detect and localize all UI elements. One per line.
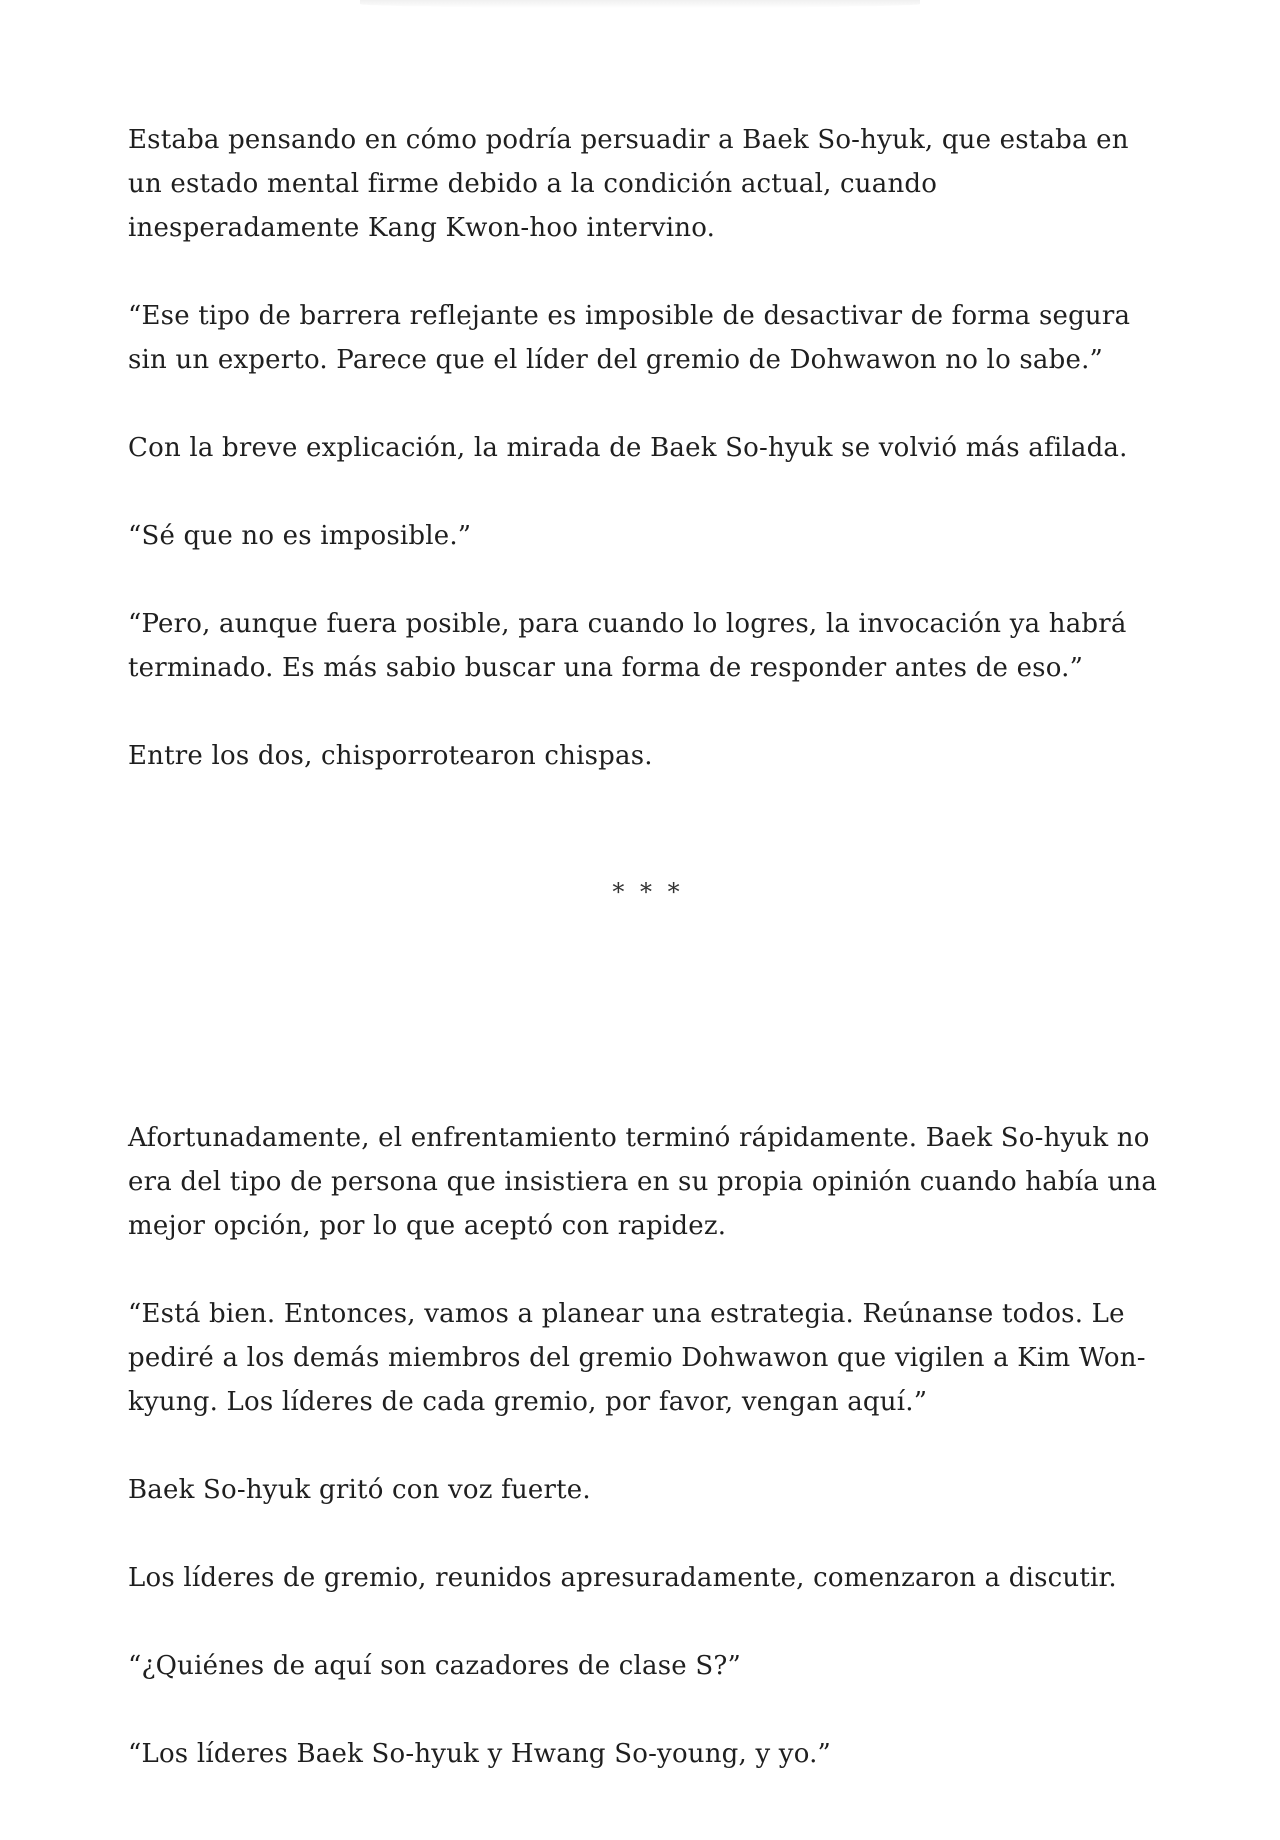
- scene-separator: * * *: [612, 878, 684, 906]
- paragraph: “Los líderes Baek So-hyuk y Hwang So-young, y yo.”: [128, 1739, 832, 1769]
- paragraph: “¿Quiénes de aquí son cazadores de clase S?”: [128, 1651, 741, 1681]
- paragraph: Estaba pensando en cómo podría persuadir a Baek So-hyuk, que estaba en un estado mental firme debido a la condición actual, cuando inesperadamente Kang Kwon-hoo intervino.: [128, 125, 1129, 243]
- paragraph: Con la breve explicación, la mirada de Baek So-hyuk se volvió más afilada.: [128, 433, 1128, 463]
- paragraph: “Ese tipo de barrera reflejante es imposible de desactivar de forma segura sin un experto. Parece que el líder del gremio de Dohwawon no lo sabe.”: [128, 301, 1131, 375]
- top-edge-shadow: [360, 0, 920, 8]
- paragraph: “Sé que no es imposible.”: [128, 521, 472, 551]
- paragraph: Afortunadamente, el enfrentamiento terminó rápidamente. Baek So-hyuk no era del tipo de persona que insistiera en su propia opinión cuando había una mejor opción, por lo que aceptó con rapidez.: [128, 1123, 1158, 1241]
- paragraph: Los líderes de gremio, reunidos apresuradamente, comenzaron a discutir.: [128, 1563, 1117, 1593]
- section-break: [128, 778, 1168, 1116]
- paragraph: “Está bien. Entonces, vamos a planear una estrategia. Reúnanse todos. Le pediré a los demás miembros del gremio Dohwawon que vigilen a Kim Won-kyung. Los líderes de cada gremio, por favor, vengan aquí.”: [128, 1299, 1146, 1417]
- paragraph: Baek So-hyuk gritó con voz fuerte.: [128, 1475, 591, 1505]
- paragraph: “Pero, aunque fuera posible, para cuando lo logres, la invocación ya habrá terminado. Es más sabio buscar una forma de responder antes de eso.”: [128, 609, 1127, 683]
- paragraph: Entre los dos, chisporrotearon chispas.: [128, 741, 653, 771]
- article-body: [128, 118, 1168, 1776]
